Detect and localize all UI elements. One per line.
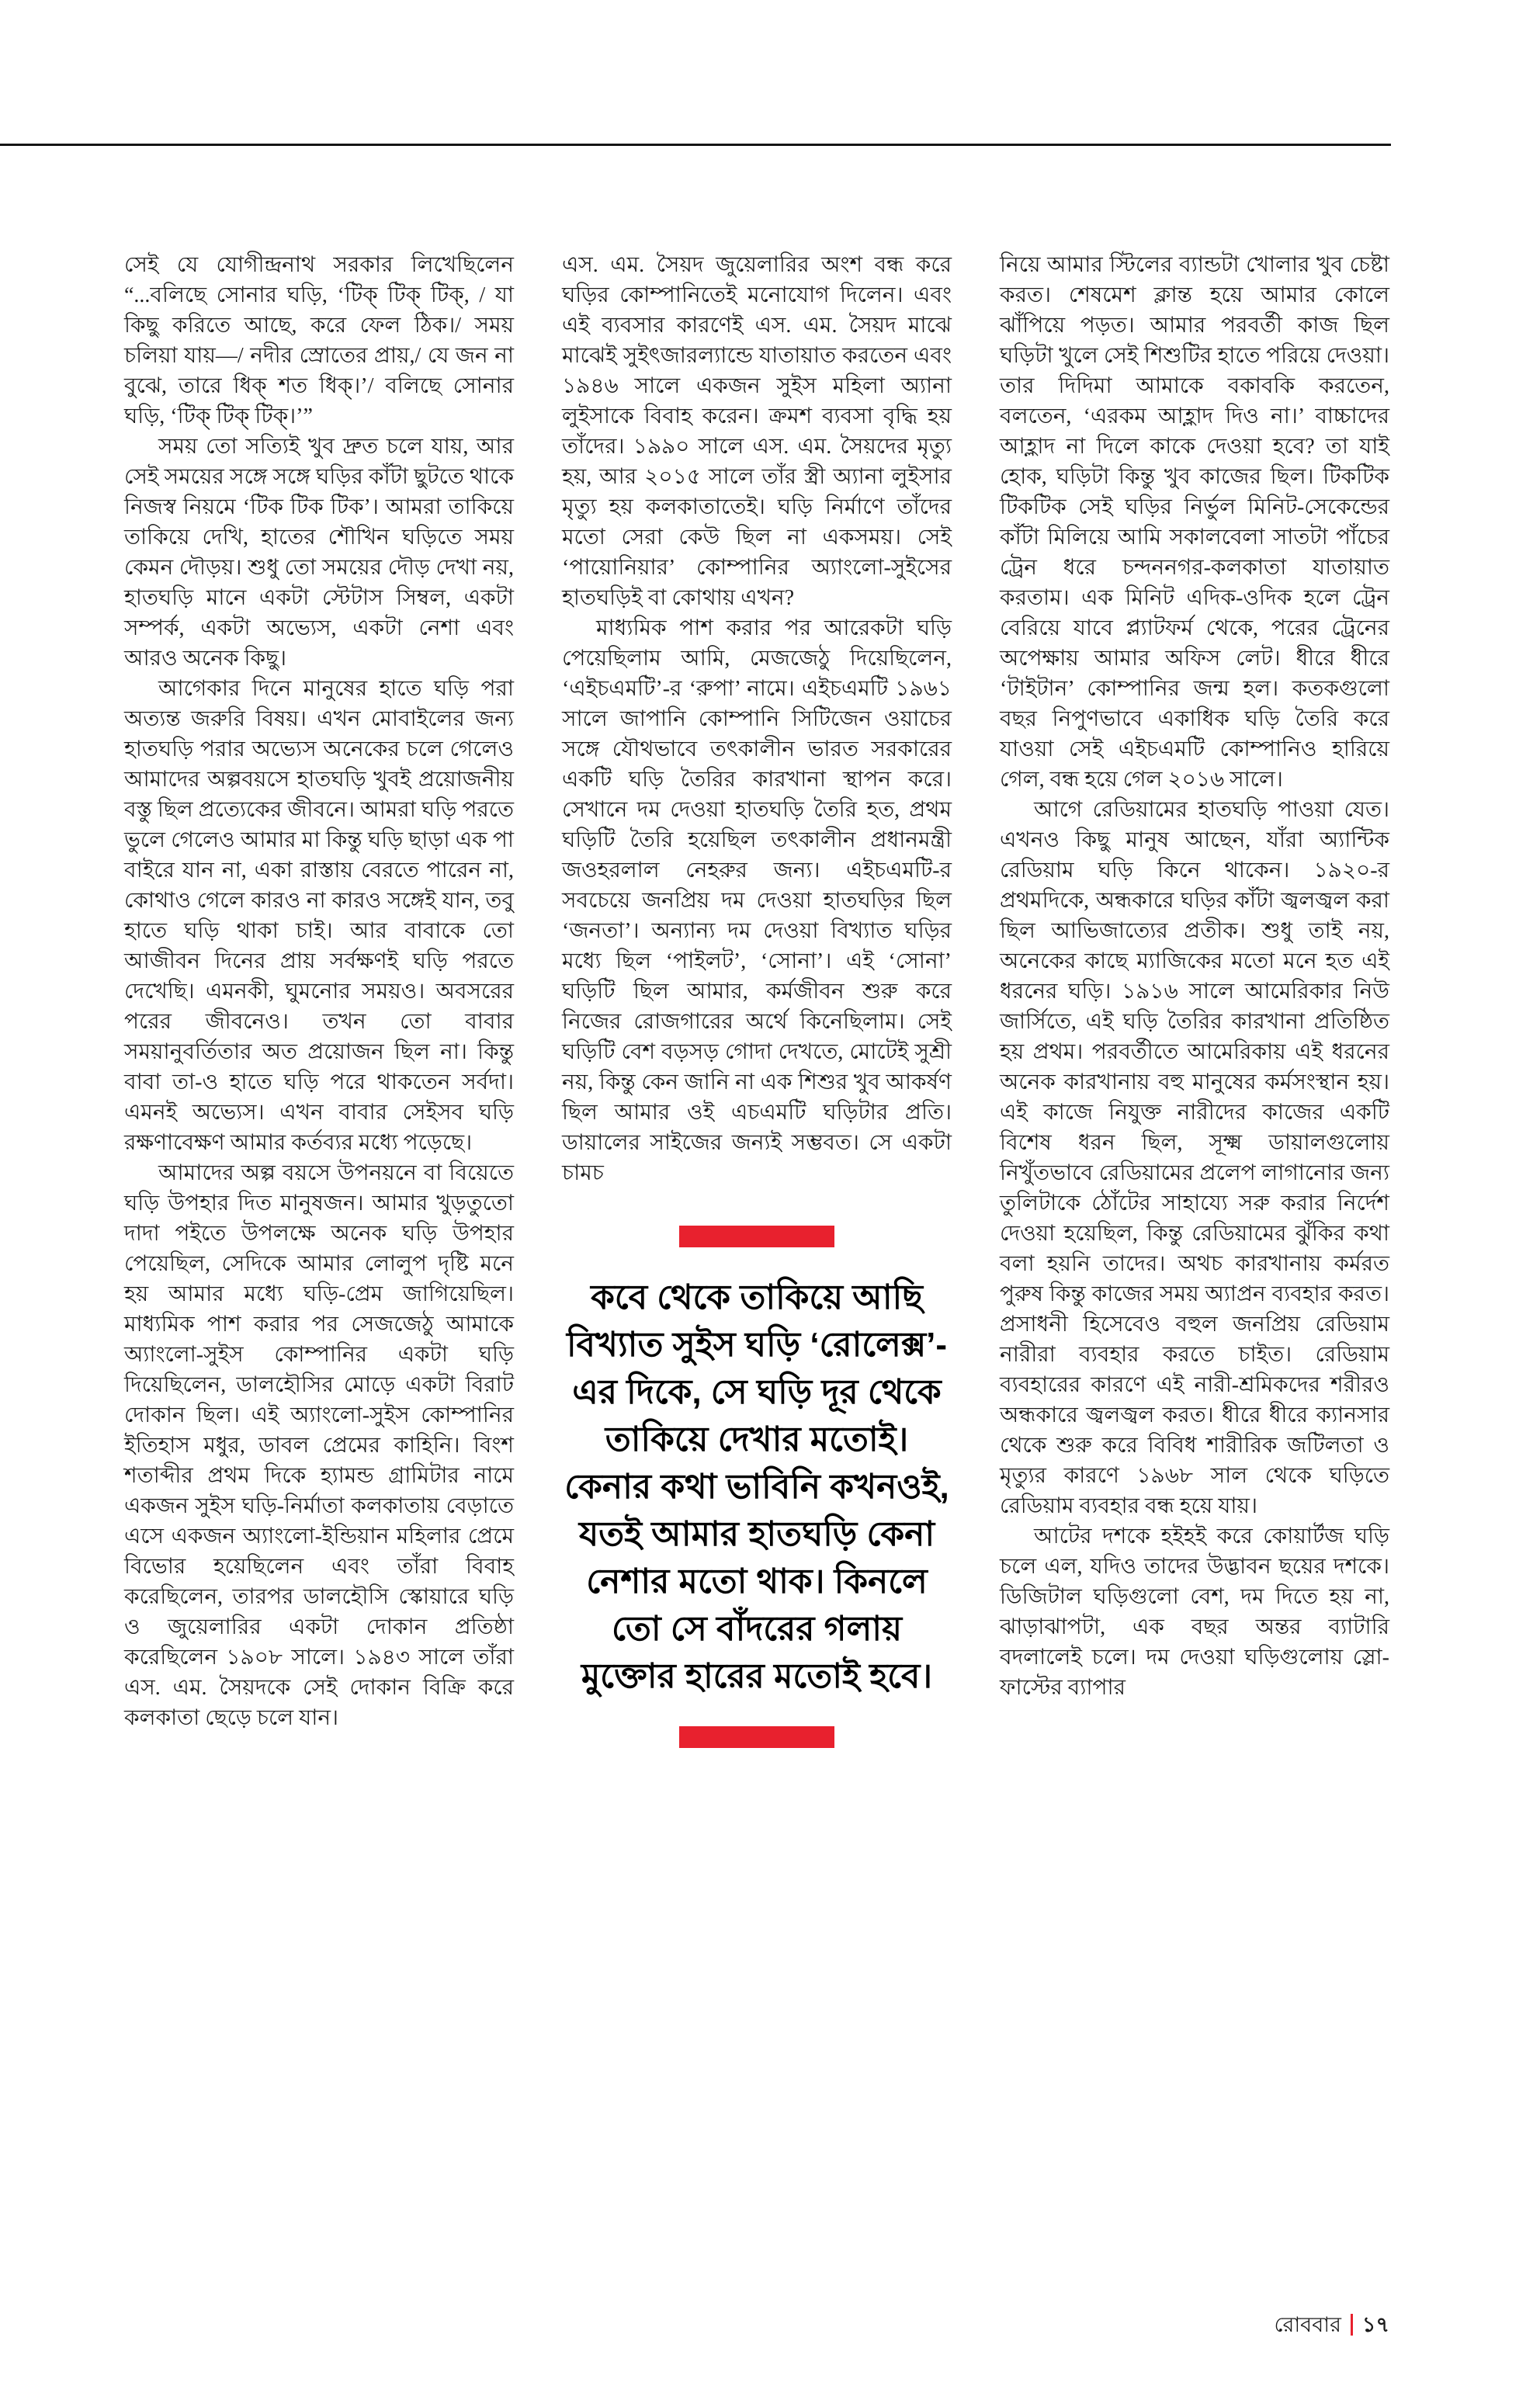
column-2 xyxy=(562,250,952,1748)
article-columns xyxy=(124,250,1389,1748)
paragraph: আগে রেডিয়ামের হাতঘড়ি পাওয়া যেত। এখনও কিছু মানুষ আছেন, যাঁরা অ্যান্টিক রেডিয়াম ঘড়ি কিনে থাকেন। ১৯২০-র প্রথমদিকে, অন্ধকারে ঘড়ির কাঁটা জ্বলজ্বল করা ছিল আভিজাত্যের প্রতীক। শুধু তাই নয়, অনেকের কাছে ম্যাজিকের মতো মনে হত এই ধরনের ঘড়ি। ১৯১৬ সালে আমেরিকার নিউ জার্সিতে, এই ঘড়ি তৈরির কারখানা প্রতিষ্ঠিত হয় প্রথম। পরবর্তীতে আমেরিকায় এই ধরনের অনেক কারখানায় বহু মানুষের কর্মসংস্থান হয়। এই কাজে নিযুক্ত নারীদের কাজের একটি বিশেষ ধরন ছিল, সূক্ষ্ম ডায়ালগুলোয় নিখুঁতভাবে রেডিয়ামের প্রলেপ লাগানোর জন্য তুলিটাকে ঠোঁটের সাহায্যে সরু করার নির্দেশ দেওয়া হয়েছিল, কিন্তু রেডিয়ামের ঝুঁকির কথা বলা হয়নি তাদের। অথচ কারখানায় কর্মরত পুরুষ কিন্তু কাজের সময় অ্যাপ্রন ব্যবহার করত। প্রসাধনী হিসেবেও বহুল জনপ্রিয় রেডিয়াম নারীরা ব্যবহার করতে চাইত। রেডিয়াম ব্যবহারের কারণে এই নারী-শ্রমিকদের শরীরও অন্ধকারে জ্বলজ্বল করত। ধীরে ধীরে ক্যানসার থেকে শুরু করে বিবিধ শারীরিক জটিলতা ও মৃত্যুর কারণে ১৯৬৮ সাল থেকে ঘড়িতে রেডিয়াম ব্যবহার বন্ধ হয়ে যায়। xyxy=(1000,798,1389,1518)
column-3 xyxy=(1000,250,1389,1748)
pull-quote-top-bar xyxy=(679,1226,834,1247)
column-1 xyxy=(124,250,514,1748)
paragraph: মাধ্যমিক পাশ করার পর আরেকটা ঘড়ি পেয়েছিলাম আমি, মেজজেঠু দিয়েছিলেন, ‘এইচএমটি’-র ‘রুপা’ নামে। এইচএমটি ১৯৬১ সালে জাপানি কোম্পানি সিটিজেন ওয়াচের সঙ্গে যৌথভাবে তৎকালীন ভারত সরকারের একটি ঘড়ি তৈরির কারখানা স্থাপন করে। সেখানে দম দেওয়া হাতঘড়ি তৈরি হত, প্রথম ঘড়িটি তৈরি হয়েছিল তৎকালীন প্রধানমন্ত্রী জওহরলাল নেহরুর জন্য। এইচএমটি-র সবচেয়ে জনপ্রিয় দম দেওয়া হাতঘড়ির ছিল ‘জনতা’। অন্যান্য দম দেওয়া বিখ্যাত ঘড়ির মধ্যে ছিল ‘পাইলট’, ‘সোনা’। এই ‘সোনা’ ঘড়িটি ছিল আমার, কর্মজীবন শুরু করে নিজের রোজগারের অর্থে কিনেছিলাম। সেই ঘড়িটি বেশ বড়সড় গোদা দেখতে, মোটেই সুশ্রী নয়, কিন্তু কেন জানি না এক শিশুর খুব আকর্ষণ ছিল আমার ওই এচএমটি ঘড়িটার প্রতি। ডায়ালের সাইজের জন্যই সম্ভবত। সে একটা চামচ xyxy=(562,616,952,1185)
paragraph: আগেকার দিনে মানুষের হাতে ঘড়ি পরা অত্যন্ত জরুরি বিষয়। এখন মোবাইলের জন্য হাতঘড়ি পরার অভ্যেস অনেকের চলে গেলেও আমাদের অল্পবয়সে হাতঘড়ি খুবই প্রয়োজনীয় বস্তু ছিল প্রত্যেকের জীবনে। আমরা ঘড়ি পরতে ভুলে গেলেও আমার মা কিন্তু ঘড়ি ছাড়া এক পা বাইরে যান না, একা রাস্তায় বেরতে পারেন না, কোথাও গেলে কারও না কারও সঙ্গেই যান, তবু হাতে ঘড়ি থাকা চাই। আর বাবাকে তো আজীবন দিনের প্রায় সর্বক্ষণই ঘড়ি পরতে দেখেছি। এমনকী, ঘুমনোর সময়ও। অবসরের পরের জীবনেও। তখন তো বাবার সময়ানুবর্তিতার অত প্রয়োজন ছিল না। কিন্তু বাবা তা-ও হাতে ঘড়ি পরে থাকতেন সর্বদা। এমনই অভ্যেস। এখন বাবার সেইসব ঘড়ি রক্ষণাবেক্ষণ আমার কর্তব্যর মধ্যে পড়েছে। xyxy=(124,677,514,1155)
footer-divider xyxy=(1351,2314,1353,2336)
page-footer xyxy=(1275,2311,1389,2338)
page-number: ১৭ xyxy=(1361,2313,1389,2336)
pull-quote-bottom-bar xyxy=(679,1726,834,1748)
paragraph: আমাদের অল্প বয়সে উপনয়নে বা বিয়েতে ঘড়ি উপহার দিত মানুষজন। আমার খুড়তুতো দাদা পইতে উপলক্ষে অনেক ঘড়ি উপহার পেয়েছিল, সেদিকে আমার লোলুপ দৃষ্টি মনে হয় আমার মধ্যে ঘড়ি-প্রেম জাগিয়েছিল। মাধ্যমিক পাশ করার পর সেজজেঠু আমাকে অ্যাংলো-সুইস কোম্পানির একটা ঘড়ি দিয়েছিলেন, ডালহৌসির মোড়ে একটা বিরাট দোকান ছিল। এই অ্যাংলো-সুইস কোম্পানির ইতিহাস মধুর, ডাবল প্রেমের কাহিনি। বিংশ শতাব্দীর প্রথম দিকে হ্যামন্ড গ্রামিটার নামে একজন সুইস ঘড়ি-নির্মাতা কলকাতায় বেড়াতে এসে একজন অ্যাংলো-ইন্ডিয়ান মহিলার প্রেমে বিভোর হয়েছিলেন এবং তাঁরা বিবাহ করেছিলেন, তারপর ডালহৌসি স্কোয়ারে ঘড়ি ও জুয়েলারির একটা দোকান প্রতিষ্ঠা করেছিলেন ১৯০৮ সালে। ১৯৪৩ সালে তাঁরা এস. এম. সৈয়দকে সেই দোকান বিক্রি করে কলকাতা ছেড়ে চলে যান। xyxy=(124,1161,514,1730)
paragraph: নিয়ে আমার স্টিলের ব্যান্ডটা খোলার খুব চেষ্টা করত। শেষমেশ ক্লান্ত হয়ে আমার কোলে ঝাঁপিয়ে পড়ত। আমার পরবর্তী কাজ ছিল ঘড়িটা খুলে সেই শিশুটির হাতে পরিয়ে দেওয়া। তার দিদিমা আমাকে বকাবকি করতেন, বলতেন, ‘এরকম আহ্লাদ দিও না।’ বাচ্চাদের আহ্লাদ না দিলে কাকে দেওয়া হবে? তা যাই হোক, ঘড়িটা কিন্তু খুব কাজের ছিল। টিকটিক টিকটিক সেই ঘড়ির নির্ভুল মিনিট-সেকেন্ডের কাঁটা মিলিয়ে আমি সকালবেলা সাতটা পাঁচের ট্রেন ধরে চন্দননগর-কলকাতা যাতায়াত করতাম। এক মিনিট এদিক-ওদিক হলে ট্রেন বেরিয়ে যাবে প্ল্যাটফর্ম থেকে, পরের ট্রেনের অপেক্ষায় আমার অফিস লেট। ধীরে ধীরে ‘টাইটান’ কোম্পানির জন্ম হল। কতকগুলো বছর নিপুণভাবে একাধিক ঘড়ি তৈরি করে যাওয়া সেই এইচএমটি কোম্পানিও হারিয়ে গেল, বন্ধ হয়ে গেল ২০১৬ সালে। xyxy=(1000,253,1389,792)
paragraph: এস. এম. সৈয়দ জুয়েলারির অংশ বন্ধ করে ঘড়ির কোম্পানিতেই মনোযোগ দিলেন। এবং এই ব্যবসার কারণেই এস. এম. সৈয়দ মাঝে মাঝেই সুইৎজারল্যান্ডে যাতায়াত করতেন এবং ১৯৪৬ সালে একজন সুইস মহিলা অ্যানা লুইসাকে বিবাহ করেন। ক্রমশ ব্যবসা বৃদ্ধি হয় তাঁদের। ১৯৯০ সালে এস. এম. সৈয়দের মৃত্যু হয়, আর ২০১৫ সালে তাঁর স্ত্রী অ্যানা লুইসার মৃত্যু হয় কলকাতাতেই। ঘড়ি নির্মাণে তাঁদের মতো সেরা কেউ ছিল না একসময়। সেই ‘পায়োনিয়ার’ কোম্পানির অ্যাংলো-সুইসের হাতঘড়িই বা কোথায় এখন? xyxy=(562,253,952,610)
paragraph: সময় তো সত্যিই খুব দ্রুত চলে যায়, আর সেই সময়ের সঙ্গে সঙ্গে ঘড়ির কাঁটা ছুটতে থাকে নিজস্ব নিয়মে ‘টিক টিক টিক’। আমরা তাকিয়ে তাকিয়ে দেখি, হাতের শৌখিন ঘড়িতে সময় কেমন দৌড়য়। শুধু তো সময়ের দৌড় দেখা নয়, হাতঘড়ি মানে একটা স্টেটাস সিম্বল, একটা সম্পর্ক, একটা অভ্যেস, একটা নেশা এবং আরও অনেক কিছু। xyxy=(124,435,514,671)
paragraph: সেই যে যোগীন্দ্রনাথ সরকার লিখেছিলেন “...বলিছে সোনার ঘড়ি, ‘টিক্‌ টিক্‌ টিক্‌, / যা কিছু করিতে আছে, করে ফেল ঠিক।/ সময় চলিয়া যায়—/ নদীর স্রোতের প্রায়,/ যে জন না বুঝে, তারে ধিক্‌ শত ধিক্‌।’/ বলিছে সোনার ঘড়ি, ‘টিক্‌ টিক্‌ টিক্‌।’” xyxy=(124,253,514,428)
top-rule xyxy=(0,144,1391,146)
pull-quote-text: কবে থেকে তাকিয়ে আছি বিখ্যাত সুইস ঘড়ি ‘রোলেক্স’-এর দিকে, সে ঘড়ি দূর থেকে তাকিয়ে দেখার মতোই। কেনার কথা ভাবিনি কখনওই, যতই আমার হাতঘড়ি কেনা নেশার মতো থাক। কিনলে তো সে বাঁদরের গলায় মুক্তোর হারের মতোই হবে। xyxy=(564,1278,949,1695)
magazine-name: রোববার xyxy=(1274,2313,1341,2336)
paragraph: আটের দশকে হইহই করে কোয়ার্টজ ঘড়ি চলে এল, যদিও তাদের উদ্ভাবন ছয়ের দশকে। ডিজিটাল ঘড়িগুলো বেশ, দম দিতে হয় না, ঝাড়াঝাপটা, এক বছর অন্তর ব্যাটারি বদলালেই চলে। দম দেওয়া ঘড়িগুলোয় স্লো-ফাস্টের ব্যাপার xyxy=(1000,1524,1389,1700)
pull-quote xyxy=(562,1226,952,1748)
